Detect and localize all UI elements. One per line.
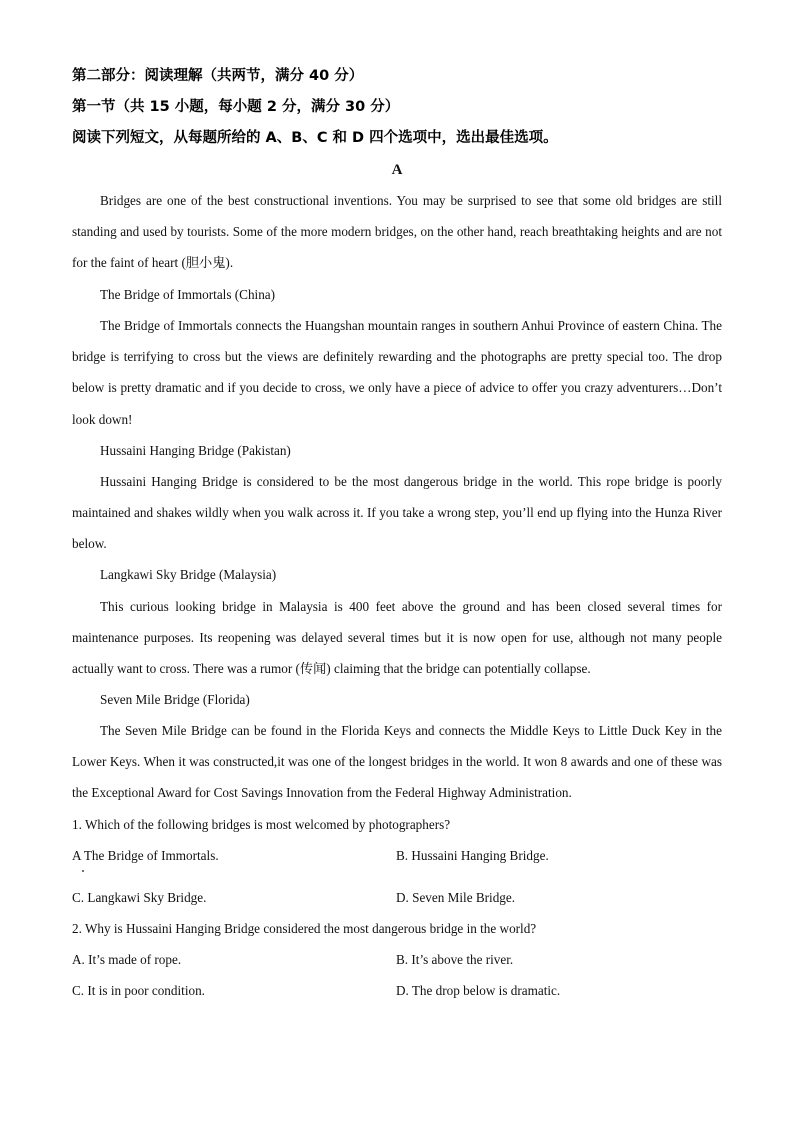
bridge-text-hussaini: Hussaini Hanging Bridge is considered to be the most dangerous bridge in the world. This rope bridge is poorly maintained and shakes wildly when you walk across it. If you take a wrong step, you’ll end up flying into the Hunza River below.: [72, 474, 722, 552]
instruction-text: 阅读下列短文，从每题所给的 A、B、C 和 D 四个选项中，选出最佳选项。: [72, 130, 558, 146]
question-2-option-d[interactable]: D. The drop below is dramatic.: [396, 983, 561, 998]
question-1-option-c[interactable]: C. Langkawi Sky Bridge.: [72, 890, 207, 905]
bridge-text-seven-mile: The Seven Mile Bridge can be found in the Florida Keys and connects the Middle Keys to Little Duck Key in the Lower Keys. When it was constructed,it was one of the longest bridges in the world. It won 8 awards and one of these was the Exceptional Award for Cost Savings Innovation from the Federal Highway Administration.: [72, 723, 722, 801]
stray-dot: [82, 870, 84, 872]
question-1-option-b[interactable]: B. Hussaini Hanging Bridge.: [396, 848, 549, 863]
bridge-title-immortals: The Bridge of Immortals (China): [100, 287, 276, 302]
section-heading: 第一节（共 15 小题，每小题 2 分，满分 30 分）: [72, 99, 400, 115]
question-1-option-a[interactable]: A The Bridge of Immortals.: [72, 848, 219, 863]
question-2-stem: 2. Why is Hussaini Hanging Bridge considered the most dangerous bridge in the world?: [72, 921, 537, 936]
bridge-title-langkawi: Langkawi Sky Bridge (Malaysia): [100, 567, 277, 582]
question-2-option-b[interactable]: B. It’s above the river.: [396, 952, 514, 967]
bridge-text-langkawi: This curious looking bridge in Malaysia is 400 feet above the ground and has been closed several times for maintenance purposes. Its reopening was delayed several times but it is now open for use, although not many people actually want to cross. There was a rumor (传闻) claiming that the bridge can potentially collapse.: [72, 599, 722, 677]
passage-intro: Bridges are one of the best constructional inventions. You may be surprised to see that some old bridges are still standing and used by tourists. Some of the more modern bridges, on the other hand, reach breathtaking heights and are not for the faint of heart (胆小鬼).: [72, 193, 722, 271]
bridge-title-seven-mile: Seven Mile Bridge (Florida): [100, 692, 250, 707]
passage-label: A: [391, 162, 403, 178]
bridge-title-hussaini: Hussaini Hanging Bridge (Pakistan): [100, 443, 291, 458]
part-heading: 第二部分：阅读理解（共两节，满分 40 分）: [72, 68, 364, 84]
question-2-option-a[interactable]: A. It’s made of rope.: [72, 952, 182, 967]
bridge-text-immortals: The Bridge of Immortals connects the Huangshan mountain ranges in southern Anhui Province of eastern China. The bridge is terrifying to cross but the views are definitely rewarding and the photographs are pretty special too. The drop below is pretty dramatic and if you decide to cross, we only have a piece of advice to offer you crazy adventurers…Don’t look down!: [72, 318, 722, 427]
question-1-stem: 1. Which of the following bridges is most welcomed by photographers?: [72, 817, 451, 832]
question-1-option-d[interactable]: D. Seven Mile Bridge.: [396, 890, 516, 905]
question-2-option-c[interactable]: C. It is in poor condition.: [72, 983, 205, 998]
